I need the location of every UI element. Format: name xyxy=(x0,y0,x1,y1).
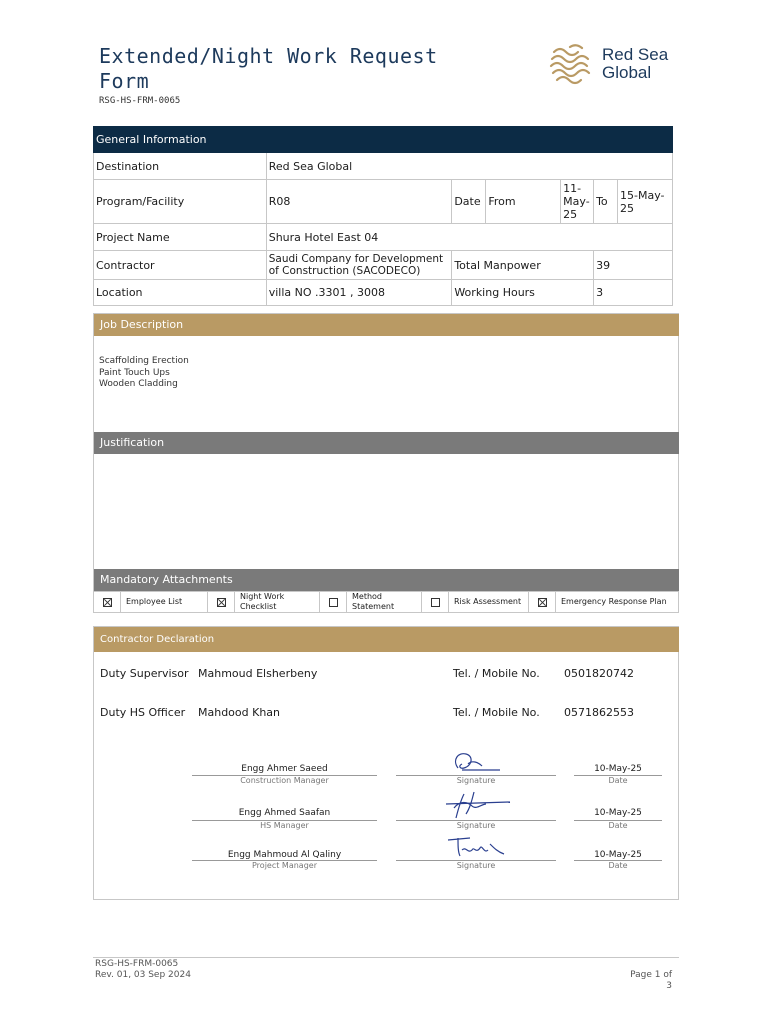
signatory-date: 10-May-25 xyxy=(594,808,642,818)
footer-code: RSG-HS-FRM-0065 xyxy=(95,959,179,969)
project-name-value: Shura Hotel East 04 xyxy=(266,224,672,251)
from-date-value: 11-May-25 xyxy=(561,180,594,224)
attachments-row xyxy=(93,591,679,613)
supervisor-tel-label: Tel. / Mobile No. xyxy=(453,667,540,680)
employee-list-checkbox[interactable] xyxy=(103,598,112,607)
footer-doc-info xyxy=(95,959,191,981)
location-label: Location xyxy=(94,280,267,306)
signature-3-image xyxy=(446,834,508,860)
signatory-name: Engg Ahmed Saafan xyxy=(238,808,331,818)
project-name-label: Project Name xyxy=(94,224,267,251)
footer-revision: Rev. 01, 03 Sep 2024 xyxy=(95,970,191,980)
form-title: Extended/Night Work Request Form xyxy=(99,44,438,93)
program-label: Program/Facility xyxy=(94,180,267,224)
location-value: villa NO .3301 , 3008 xyxy=(266,280,452,306)
duty-hs-officer-label: Duty HS Officer xyxy=(100,706,186,719)
signatory-role: Construction Manager xyxy=(240,776,329,785)
emergency-response-plan-checkbox[interactable] xyxy=(538,598,547,607)
hs-officer-tel-value: 0571862553 xyxy=(564,706,634,719)
signature-label: Signature xyxy=(456,821,496,830)
night-work-checklist-label: Night Work Checklist xyxy=(235,592,320,612)
working-hours-value: 3 xyxy=(594,280,673,306)
signature-label: Signature xyxy=(456,776,496,785)
job-description-header: Job Description xyxy=(94,314,679,336)
justification-header: Justification xyxy=(94,432,679,454)
job-line: Wooden Cladding xyxy=(99,379,178,389)
method-statement-checkbox[interactable] xyxy=(329,598,338,607)
duty-hs-officer-name: Mahdood Khan xyxy=(198,706,281,719)
signature-label: Signature xyxy=(456,861,496,870)
night-work-checklist-checkbox[interactable] xyxy=(217,598,226,607)
supervisor-tel-value: 0501820742 xyxy=(564,667,634,680)
emergency-response-plan-label: Emergency Response Plan xyxy=(561,597,667,606)
contractor-value: Saudi Company for Development of Construction (SACODECO) xyxy=(266,251,452,280)
signature-2-image xyxy=(442,790,514,820)
doc-code: RSG-HS-FRM-0065 xyxy=(99,96,181,106)
destination-label: Destination xyxy=(94,153,267,180)
risk-assessment-label: Risk Assessment xyxy=(449,592,529,612)
signatory-role: HS Manager xyxy=(260,821,309,830)
duty-supervisor-label: Duty Supervisor xyxy=(100,667,189,680)
logo-wordmark: Red Sea Global xyxy=(602,45,669,82)
to-date-value: 15-May-25 xyxy=(618,180,673,224)
footer-divider xyxy=(93,957,679,958)
hs-officer-tel-label: Tel. / Mobile No. xyxy=(453,706,540,719)
signatory-name: Engg Mahmoud Al Qaliny xyxy=(227,850,342,860)
job-description-list xyxy=(99,356,189,391)
employee-list-label: Employee List xyxy=(121,592,208,612)
program-value: R08 xyxy=(266,180,452,224)
logo-waves-icon xyxy=(548,42,598,88)
date-label: Date xyxy=(452,180,486,224)
red-sea-global-logo xyxy=(548,42,678,88)
signature-1-image xyxy=(448,750,504,776)
from-label: From xyxy=(486,180,561,224)
destination-value: Red Sea Global xyxy=(266,153,672,180)
contractor-declaration-header: Contractor Declaration xyxy=(94,627,679,652)
date-label: Date xyxy=(608,776,628,785)
date-label: Date xyxy=(608,861,628,870)
signatory-date: 10-May-25 xyxy=(594,850,642,860)
general-information-table xyxy=(93,126,673,306)
signatory-name: Engg Ahmer Saeed xyxy=(241,764,328,774)
signatory-date: 10-May-25 xyxy=(594,764,642,774)
risk-assessment-checkbox[interactable] xyxy=(431,598,440,607)
total-manpower-value: 39 xyxy=(594,251,673,280)
signatory-role: Project Manager xyxy=(252,861,317,870)
method-statement-label: Method Statement xyxy=(347,592,422,612)
mandatory-attachments-header: Mandatory Attachments xyxy=(94,569,679,591)
general-information-header: General Information xyxy=(94,127,673,153)
job-line: Paint Touch Ups xyxy=(99,367,170,378)
working-hours-label: Working Hours xyxy=(452,280,594,306)
job-line: Scaffolding Erection xyxy=(99,356,189,366)
date-label: Date xyxy=(608,821,628,830)
page-number: Page 1 of 3 xyxy=(630,970,672,991)
duty-supervisor-name: Mahmoud Elsherbeny xyxy=(198,667,318,680)
total-manpower-label: Total Manpower xyxy=(452,251,594,280)
to-label: To xyxy=(594,180,618,224)
contractor-label: Contractor xyxy=(94,251,267,280)
